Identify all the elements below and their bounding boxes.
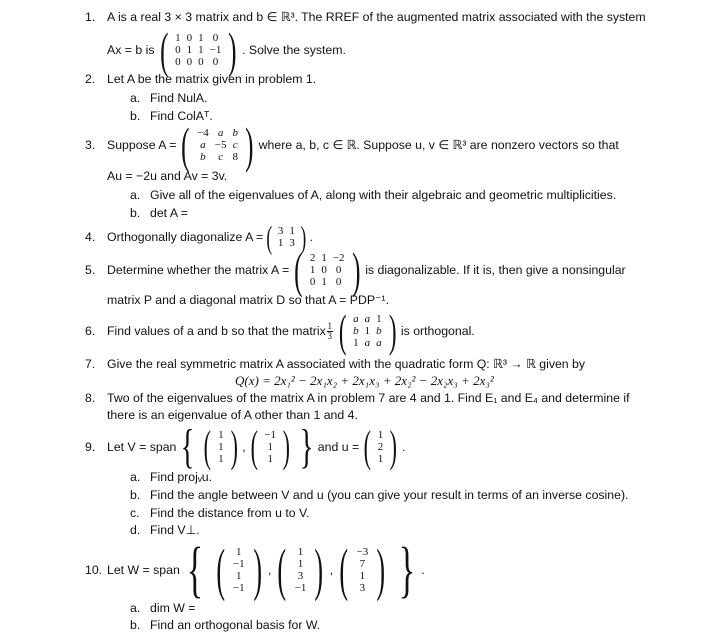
matrix-cell: 0	[309, 276, 316, 288]
vector-entry: 1	[297, 546, 304, 558]
left-paren: (	[204, 422, 212, 471]
vector-entry: 1	[297, 558, 304, 570]
problem-number: 3.	[85, 138, 96, 152]
vector-entry: −1	[264, 429, 277, 441]
left-brace: {	[186, 536, 203, 604]
matrix-cell: 1	[353, 337, 359, 349]
right-paren: )	[230, 422, 238, 471]
vector-entry: 1	[267, 453, 273, 465]
right-paren: )	[228, 22, 237, 78]
left-paren: (	[294, 242, 303, 298]
matrix-cell: 0	[175, 56, 181, 68]
vector-v1	[200, 422, 241, 471]
right-brace: }	[398, 536, 415, 604]
part-text: Find the angle between V and u (you can give your result in terms of an inverse cosine).	[150, 488, 629, 502]
part-label: a.	[130, 470, 141, 484]
matrix-cell: 0	[186, 56, 193, 68]
problem-1-equation	[107, 22, 346, 78]
matrix-cell: 1	[277, 237, 284, 249]
vector-entry: 1	[218, 453, 224, 465]
problem-text: Au = −2u and Av = 3v.	[107, 169, 228, 183]
part-label: a.	[130, 188, 141, 202]
right-brace: }	[299, 420, 314, 473]
matrix-cell: 1	[198, 32, 204, 44]
vector-grid	[353, 546, 371, 594]
quadratic-form: Q(x) = 2x₁² − 2x₁x₂ + 2x₁x₃ + 2x₂² − 2x₂x₃ + 2x₃²	[235, 373, 494, 388]
problem-text: Let V = span	[107, 440, 177, 454]
matrix-cell: 0	[198, 56, 204, 68]
problem-text: Suppose A =	[107, 138, 177, 152]
matrix-cell: −1	[209, 44, 222, 56]
problem-text: there is an eigenvalue of A other than 1 and 4.	[107, 408, 358, 422]
problem-number: 7.	[85, 357, 96, 371]
left-paren: (	[277, 537, 287, 602]
problem-9	[85, 420, 406, 473]
part-label: b.	[130, 109, 141, 123]
part-label: a.	[130, 91, 141, 105]
vector-grid	[261, 429, 279, 465]
comma: ,	[242, 440, 246, 454]
part-text: Find NulA.	[150, 91, 208, 105]
problem-number: 1.	[85, 10, 96, 24]
problem-text: A is a real 3 × 3 matrix and b ∈ ℝ³. The RREF of the augmented matrix associated with the system	[107, 10, 646, 24]
vector-entry: −1	[232, 582, 245, 594]
part-label: b.	[130, 488, 141, 502]
right-paren: )	[388, 305, 397, 356]
comma: ,	[267, 563, 272, 577]
problem-text-end: .	[421, 563, 425, 577]
problem-text: Give the real symmetric matrix A associated with the quadratic form Q: ℝ³ → ℝ given by	[107, 357, 586, 371]
left-paren: (	[250, 422, 258, 471]
vector-entry: 3	[359, 582, 366, 594]
vector-entry: 1	[377, 429, 384, 441]
vector-entry: −3	[356, 546, 369, 558]
matrix-cell: a	[364, 337, 371, 349]
part-text: det A =	[150, 206, 188, 220]
matrix-cell: 1	[309, 264, 316, 276]
matrix-cell: a	[376, 337, 382, 349]
matrix-cell: 0	[212, 32, 219, 44]
part-label: b.	[130, 206, 141, 220]
vector-entry: 1	[267, 441, 273, 453]
problem-number: 2.	[85, 72, 96, 86]
vector-entry: 1	[236, 570, 242, 582]
problem-text-post: where a, b, c ∈ ℝ. Suppose u, v ∈ ℝ³ are nonzero vectors so that	[258, 138, 619, 152]
part-label: b.	[130, 618, 141, 632]
left-brace: {	[181, 420, 195, 473]
left-paren: (	[339, 537, 349, 602]
matrix-cell: 8	[232, 151, 238, 163]
matrix-grid	[194, 127, 241, 163]
vector-v2	[247, 422, 294, 471]
matrix-cell: 0	[321, 264, 327, 276]
problem-6	[85, 305, 475, 356]
vector-entry: −1	[232, 558, 245, 570]
part-text: Find ColAᵀ.	[150, 109, 213, 123]
vector-grid	[375, 429, 387, 465]
matrix-cell: 0	[212, 56, 219, 68]
vector-grid	[215, 429, 227, 465]
part-label: c.	[130, 506, 140, 520]
problem-text: Orthogonally diagonalize A =	[107, 230, 264, 244]
problem-text: Let W = span	[107, 563, 180, 577]
fraction-one-third	[327, 322, 333, 341]
fraction-numerator: 1	[327, 320, 332, 331]
part-label: a.	[130, 601, 141, 615]
problem-text-post: is diagonalizable. If it is, then give a nonsingular	[365, 263, 626, 277]
vector-entry: 1	[359, 570, 366, 582]
left-paren: (	[215, 537, 225, 602]
matrix-cell: b	[376, 325, 382, 337]
right-paren: )	[282, 422, 291, 471]
vector-entry: 7	[359, 558, 366, 570]
vector-entry: 1	[218, 429, 224, 441]
matrix-cell: c	[218, 151, 224, 163]
vector-entry: 1	[377, 453, 384, 465]
problem-text: Find values of a and b so that the matrix	[107, 324, 326, 338]
vector-entry: 3	[297, 570, 304, 582]
matrix-cell: 1	[289, 225, 295, 237]
matrix-cell: a	[217, 127, 224, 139]
matrix-cell: 0	[186, 32, 193, 44]
matrix-cell: 1	[186, 44, 193, 56]
equation-tail: . Solve the system.	[242, 43, 346, 57]
matrix-cell: 1	[198, 44, 204, 56]
problem-number: 6.	[85, 324, 96, 338]
vector-w3	[334, 537, 390, 602]
vector-grid	[230, 546, 248, 594]
problem-number: 9.	[85, 440, 96, 454]
right-paren: )	[300, 219, 307, 255]
problem-text-post: .	[309, 230, 313, 244]
matrix-cell: 1	[321, 276, 327, 288]
matrix-cell: a	[364, 313, 371, 325]
matrix-grid	[172, 32, 224, 68]
right-paren: )	[252, 537, 262, 602]
part-text: dim W =	[150, 601, 196, 615]
matrix-cell: 1	[364, 325, 371, 337]
problem-5	[85, 242, 626, 298]
problem-text: matrix P and a diagonal matrix D so that A = PDP⁻¹.	[107, 293, 390, 307]
problem-text-post: is orthogonal.	[400, 324, 475, 338]
matrix-cell: c	[232, 139, 238, 151]
vector-w2	[272, 537, 328, 602]
matrix-q	[335, 305, 400, 356]
comma: ,	[329, 563, 334, 577]
fraction-denominator: 3	[327, 330, 332, 341]
problem-number: 8.	[85, 391, 96, 405]
problem-10	[85, 538, 425, 602]
vector-w1	[211, 537, 267, 602]
part-text: Find an orthogonal basis for W.	[150, 618, 321, 632]
matrix-a	[290, 242, 364, 298]
problem-number: 4.	[85, 230, 96, 244]
problem-number: 10.	[85, 563, 103, 577]
matrix-cell: b	[353, 325, 359, 337]
equation-text: Ax = b is	[107, 43, 155, 57]
matrix-cell: 1	[321, 252, 327, 264]
vector-entry: −1	[294, 582, 307, 594]
problem-text: Let A be the matrix given in problem 1.	[107, 72, 317, 86]
left-paren: (	[266, 219, 273, 255]
right-paren: )	[389, 422, 398, 471]
problem-text-end: .	[401, 440, 406, 454]
problem-text: Two of the eigenvalues of the matrix A in problem 7 are 4 and 1. Find E₁ and E₄ and determine if	[107, 391, 630, 405]
part-label: d.	[130, 523, 141, 537]
left-paren: (	[363, 422, 372, 471]
vector-grid	[292, 546, 310, 594]
vector-entry: 1	[236, 546, 242, 558]
matrix-cell: b	[232, 127, 238, 139]
problem-text: Determine whether the matrix A =	[107, 263, 290, 277]
left-paren: (	[338, 305, 347, 356]
part-text: Find the distance from u to V.	[150, 506, 310, 520]
matrix-grid	[350, 313, 385, 349]
matrix-cell: −5	[214, 139, 227, 151]
matrix-grid	[307, 252, 348, 288]
problem-3	[85, 117, 619, 173]
matrix-cell: −2	[332, 252, 345, 264]
matrix-cell: 1	[175, 32, 181, 44]
matrix-cell: 2	[309, 252, 316, 264]
matrix-cell: −4	[197, 127, 209, 139]
left-paren: (	[159, 22, 169, 78]
right-paren: )	[376, 537, 386, 602]
matrix-cell: 0	[175, 44, 181, 56]
part-text: Find V⊥.	[150, 523, 200, 537]
matrix-cell: 0	[335, 276, 342, 288]
problem-text-mid: and u =	[317, 440, 360, 454]
right-paren: )	[314, 537, 324, 602]
right-paren: )	[351, 242, 361, 298]
part-text: Find projᵥu.	[150, 470, 213, 484]
matrix-cell: 3	[289, 237, 295, 249]
left-paren: (	[181, 117, 190, 173]
vector-u	[360, 422, 401, 471]
matrix-cell: b	[200, 151, 206, 163]
matrix-cell: a	[200, 139, 206, 151]
matrix-cell: 3	[277, 225, 284, 237]
vector-entry: 2	[377, 441, 384, 453]
right-paren: )	[245, 117, 254, 173]
part-text: Give all of the eigenvalues of A, along with their algebraic and geometric multiplicities.	[150, 188, 617, 202]
matrix-cell: 0	[335, 264, 342, 276]
matrix-cell: a	[353, 313, 359, 325]
matrix-cell: 1	[376, 313, 382, 325]
augmented-matrix	[156, 22, 242, 78]
vector-entry: 1	[218, 441, 224, 453]
problem-number: 5.	[85, 263, 96, 277]
matrix-a	[177, 117, 257, 173]
